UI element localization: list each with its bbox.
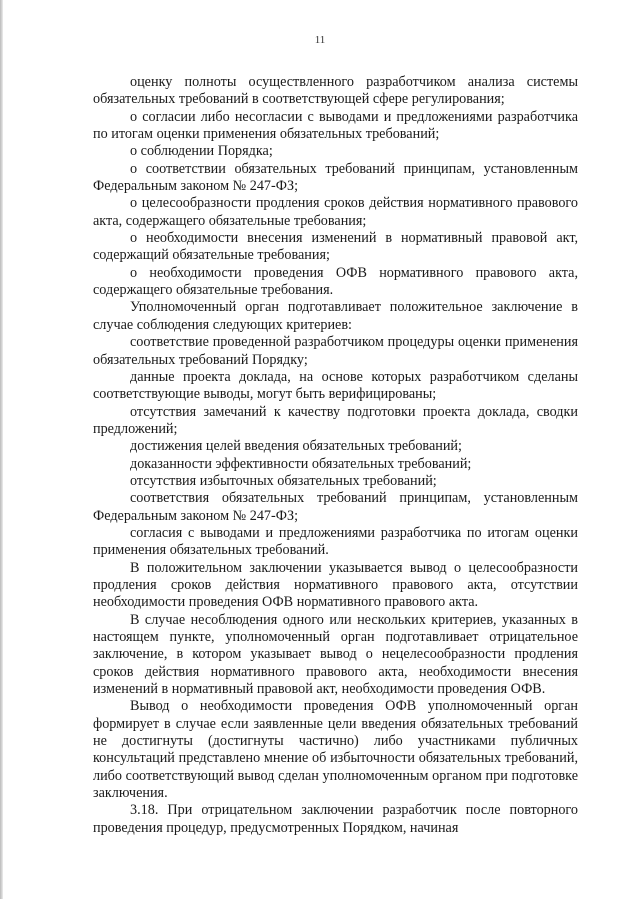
paragraph: достижения целей введения обязательных требований; bbox=[130, 438, 462, 455]
paragraph: согласия с выводами и предложениями разработчика по итогам оценки применения обязательных требований. bbox=[93, 524, 578, 559]
paragraph: Уполномоченный орган подготавливает положительное заключение в случае соблюдения следующих критериев: bbox=[93, 299, 578, 333]
page-number: 11 bbox=[314, 34, 326, 46]
scan-edge-shadow bbox=[0, 0, 3, 899]
paragraph: Вывод о необходимости проведения ОФВ уполномоченный орган формирует в случае если заявленные цели введения обязательных требований не достигнуты (достигнуты частично) либо участниками публичных консультаций представлено мнение об избыточности обязательных требований, либо соответствующий вывод сделан уполномоченным органом при подготовке заключения. bbox=[93, 698, 578, 802]
paragraph: В положительном заключении указывается вывод о целесообразности продления сроков действия нормативного правового акта, отсутствии необходимости проведения ОФВ нормативного правового акта. bbox=[93, 559, 578, 611]
paragraph: отсутствия избыточных обязательных требований; bbox=[130, 472, 437, 489]
paragraph: В случае несоблюдения одного или нескольких критериев, указанных в настоящем пункте, уполномоченный орган подготавливает отрицательное заключение, в котором указывает вывод о нецелесообразности продления сроков действия нормативного правового акта, необходимости внесения изменений в нормативный правовой акт, необходимости проведения ОФВ. bbox=[93, 611, 578, 698]
paragraph: о согласии либо несогласии с выводами и предложениями разработчика по итогам оценки применения обязательных требований; bbox=[93, 108, 578, 143]
paragraph: о целесообразности продления сроков действия нормативного правового акта, содержащего обязательные требования; bbox=[93, 195, 578, 229]
paragraph: соответствия обязательных требований принципам, установленным Федеральным законом № 247-ФЗ; bbox=[93, 490, 578, 524]
paragraph: соответствие проведенной разработчиком процедуры оценки применения обязательных требований Порядку; bbox=[93, 334, 578, 368]
paragraph: доказанности эффективности обязательных требований; bbox=[130, 455, 472, 472]
document-body bbox=[93, 74, 578, 837]
paragraph: о соблюдении Порядка; bbox=[130, 143, 273, 160]
paragraph: данные проекта доклада, на основе которых разработчиком сделаны соответствующие выводы, могут быть верифицированы; bbox=[93, 368, 578, 403]
paragraph: отсутствия замечаний к качеству подготовки проекта доклада, сводки предложений; bbox=[93, 403, 578, 437]
paragraph: оценку полноты осуществленного разработчиком анализа системы обязательных требований в соответствующей сфере регулирования; bbox=[93, 74, 578, 108]
paragraph: о необходимости проведения ОФВ нормативного правового акта, содержащего обязательные требования. bbox=[93, 264, 578, 299]
paragraph: о необходимости внесения изменений в нормативный правовой акт, содержащий обязательные требования; bbox=[93, 230, 578, 264]
paragraph: о соответствии обязательных требований принципам, установленным Федеральным законом № 247-ФЗ; bbox=[93, 160, 578, 195]
paragraph: 3.18. При отрицательном заключении разработчик после повторного проведения процедур, предусмотренных Порядком, начиная bbox=[93, 802, 578, 836]
